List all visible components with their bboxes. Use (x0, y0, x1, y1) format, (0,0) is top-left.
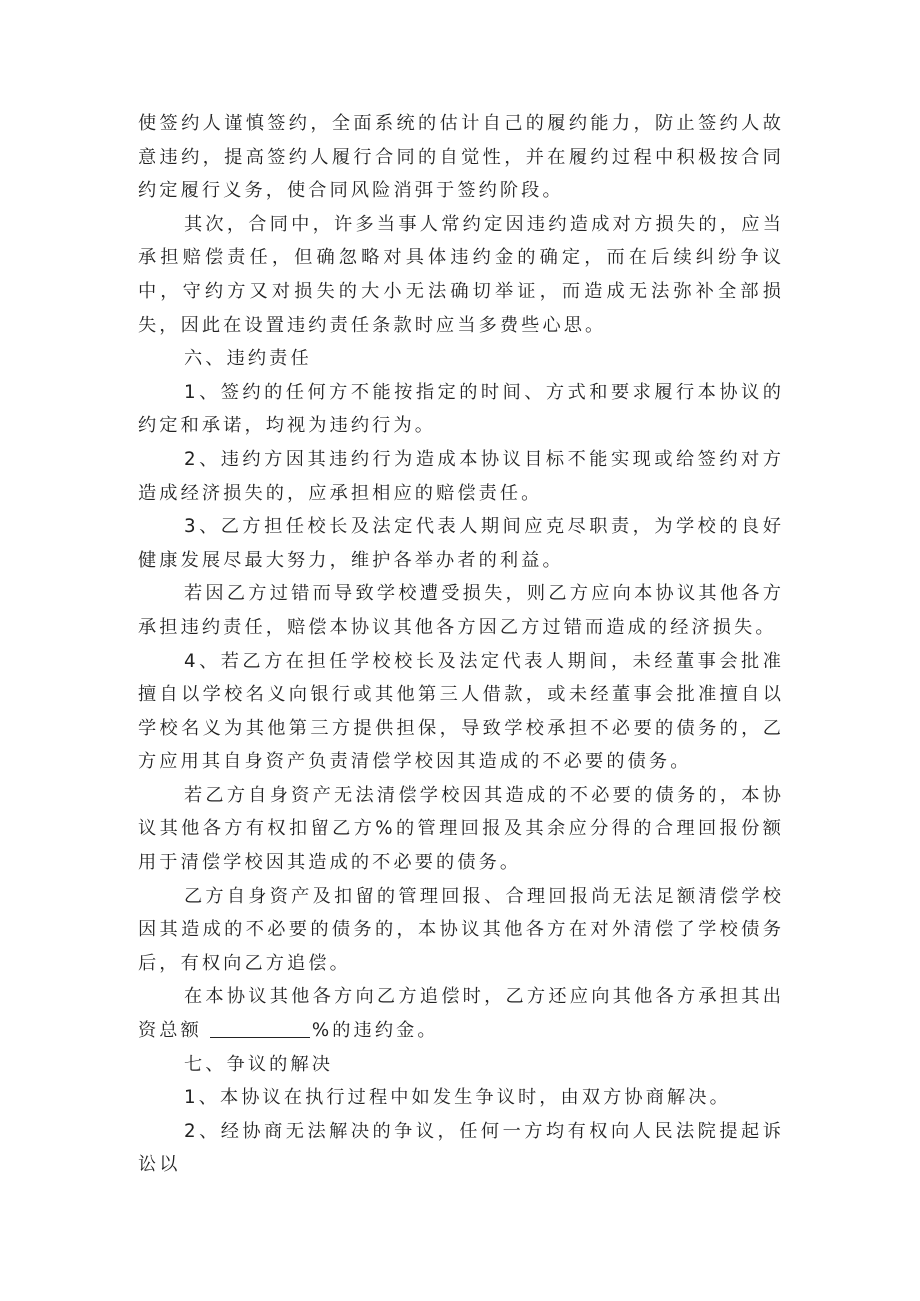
fill-in-blank (210, 1015, 310, 1038)
clause-1: 1、本协议在执行过程中如发生争议时，由双方协商解决。 (184, 1087, 731, 1109)
section-heading-breach-liability: 六、违约责任 (184, 348, 312, 370)
penalty-text-after: %的违约金。 (311, 1020, 439, 1042)
clause-1: 1、签约的任何方不能按指定的时间、方式和要求履行本协议的约定和承诺，均视为违约行为。 (138, 381, 784, 437)
clause-2: 2、违约方因其违约行为造成本协议目标不能实现或给签约对方造成经济损失的，应承担相应的赔偿责任。 (138, 448, 784, 504)
paragraph: 使签约人谨慎签约，全面系统的估计自己的履约能力，防止签约人故意违约，提高签约人履行合同的自觉性，并在履约过程中积极按合同约定履行义务，使合同风险消弭于签约阶段。 (138, 113, 784, 202)
paragraph: 其次，合同中，许多当事人常约定因违约造成对方损失的，应当承担赔偿责任，但确忽略对具体违约金的确定，而在后续纠纷争议中，守约方又对损失的大小无法确切举证，而造成无法弥补全部损失，因此在设置违约责任条款时应当多费些心思。 (138, 213, 784, 336)
penalty-text-before: 在本协议其他各方向乙方追偿时，乙方还应向其他各方承担其出资总额 (138, 986, 784, 1042)
paragraph: 乙方自身资产及扣留的管理回报、合理回报尚无法足额清偿学校因其造成的不必要的债务的，本协议其他各方在对外清偿了学校债务后，有权向乙方追偿。 (138, 885, 784, 974)
clause-3: 3、乙方担任校长及法定代表人期间应克尽职责，为学校的良好健康发展尽最大努力，维护各举办者的利益。 (138, 516, 784, 571)
document-body (138, 107, 784, 1182)
penalty-paragraph (138, 980, 784, 1047)
paragraph: 若因乙方过错而导致学校遭受损失，则乙方应向本协议其他各方承担违约责任，赔偿本协议其他各方因乙方过错而造成的经济损失。 (138, 583, 784, 638)
clause-4: 4、若乙方在担任学校校长及法定代表人期间，未经董事会批准擅自以学校名义向银行或其他第三人借款，或未经董事会批准擅自以学校名义为其他第三方提供担保，导致学校承担不必要的债务的，乙方应用其自身资产负责清偿学校因其造成的不必要的债务。 (138, 650, 784, 773)
section-heading-dispute-resolution: 七、争议的解决 (184, 1053, 334, 1075)
clause-2: 2、经协商无法解决的争议，任何一方均有权向人民法院提起诉讼以 (138, 1120, 784, 1176)
paragraph: 若乙方自身资产无法清偿学校因其造成的不必要的债务的，本协议其他各方有权扣留乙方%的管理回报及其余应分得的合理回报份额用于清偿学校因其造成的不必要的债务。 (138, 784, 784, 874)
